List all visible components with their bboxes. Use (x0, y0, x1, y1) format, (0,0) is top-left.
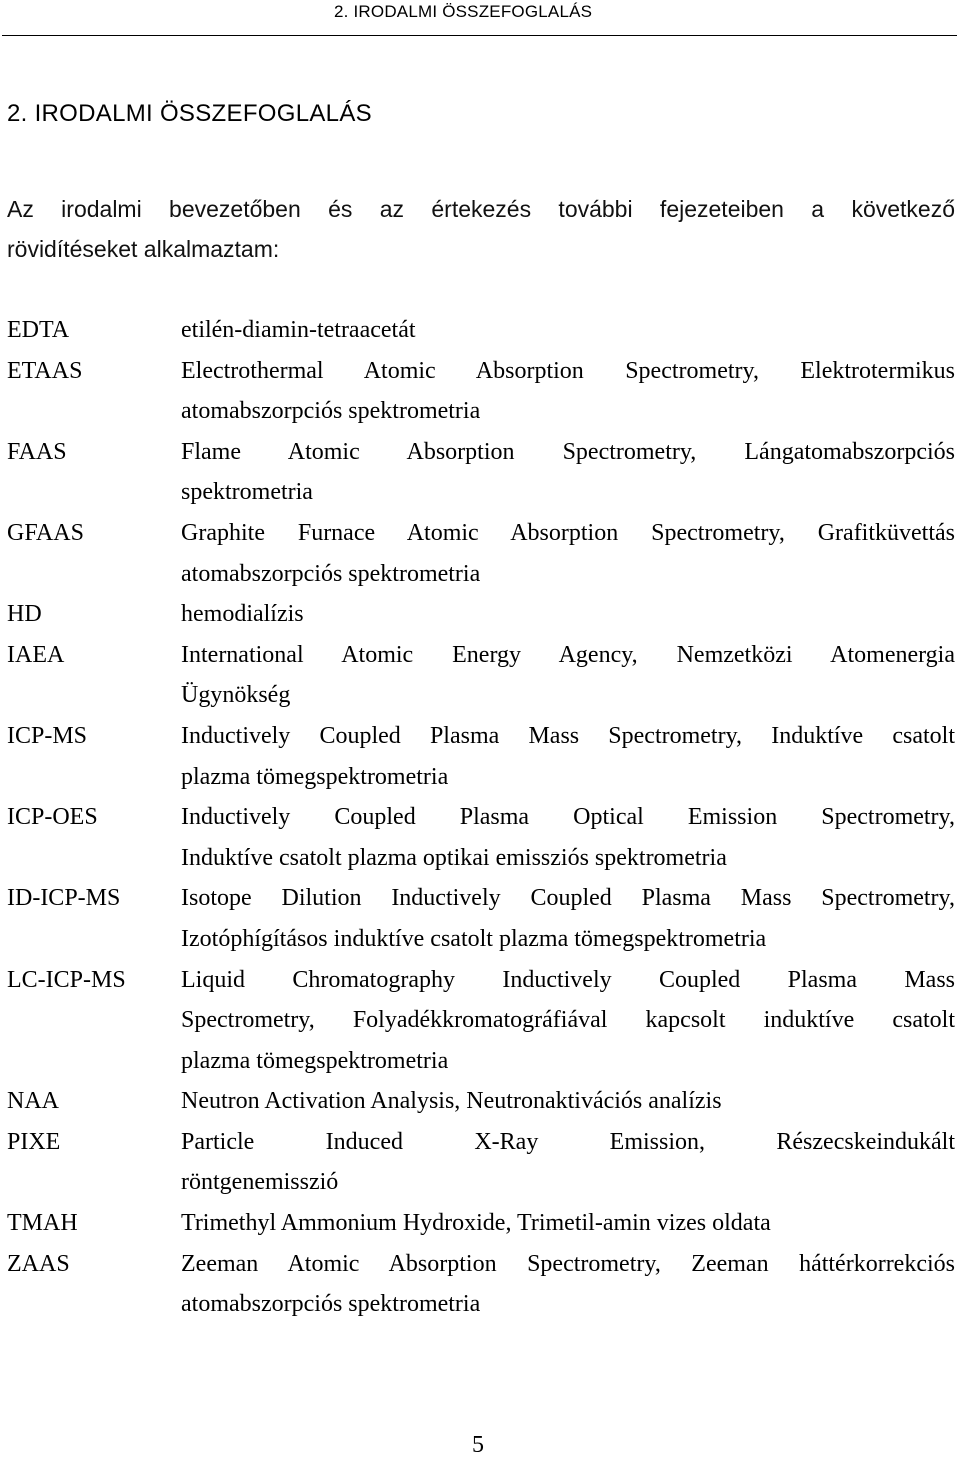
abbreviation-definition (181, 310, 955, 351)
definition-line: Graphite Furnace Atomic Absorption Spectrometry, Grafitküvettás (181, 519, 955, 546)
abbreviation-term: PIXE (7, 1128, 61, 1155)
intro-paragraph (7, 189, 955, 269)
abbreviation-term: ICP-MS (7, 722, 88, 749)
abbreviation-list (7, 310, 955, 1325)
abbreviation-term: ICP-OES (7, 804, 98, 831)
abbreviation-definition (181, 432, 955, 513)
abbreviation-definition (181, 351, 955, 432)
definition-line: Flame Atomic Absorption Spectrometry, Lángatomabszorpciós (181, 438, 955, 465)
abbreviation-definition (181, 797, 955, 878)
abbreviation-row (7, 878, 955, 959)
definition-line: Liquid Chromatography Inductively Coupled Plasma Mass (181, 966, 955, 993)
definition-line: Izotóphígításos induktíve csatolt plazma tömegspektrometria (181, 925, 767, 952)
abbreviation-definition (181, 878, 955, 959)
abbreviation-definition (181, 635, 955, 716)
abbreviation-definition (181, 1244, 955, 1325)
abbreviation-row (7, 594, 955, 635)
header-divider (2, 35, 957, 36)
abbreviation-term: HD (7, 601, 42, 628)
definition-line: International Atomic Energy Agency, Nemzetközi Atomenergia (181, 641, 955, 668)
abbreviation-term: ZAAS (7, 1250, 70, 1277)
abbreviation-row (7, 1081, 955, 1122)
abbreviation-row (7, 1203, 955, 1244)
intro-line: rövidítéseket alkalmaztam: (7, 236, 280, 262)
definition-line: Electrothermal Atomic Absorption Spectrometry, Elektrotermikus (181, 357, 955, 384)
abbreviation-row (7, 1122, 955, 1203)
abbreviation-term: EDTA (7, 317, 70, 343)
abbreviation-row (7, 635, 955, 716)
abbreviation-definition (181, 716, 955, 797)
definition-line: atomabszorpciós spektrometria (181, 1291, 481, 1318)
abbreviation-definition (181, 594, 955, 635)
abbreviation-term: FAAS (7, 438, 67, 465)
abbreviation-row (7, 1244, 955, 1325)
abbreviation-term: NAA (7, 1088, 59, 1115)
definition-line: röntgenemisszió (181, 1169, 339, 1196)
chapter-title: 2. IRODALMI ÖSSZEFOGLALÁS (7, 100, 372, 127)
definition-line: Particle Induced X-Ray Emission, Részecskeindukált (181, 1128, 955, 1155)
abbreviation-definition (181, 1081, 955, 1122)
definition-line: Inductively Coupled Plasma Mass Spectrometry, Induktíve csatolt (181, 722, 955, 749)
abbreviation-row (7, 351, 955, 432)
running-header: 2. IRODALMI ÖSSZEFOGLALÁS (334, 2, 593, 21)
abbreviation-term: IAEA (7, 641, 65, 668)
abbreviation-term: LC-ICP-MS (7, 966, 126, 993)
abbreviation-definition (181, 1122, 955, 1203)
abbreviation-term: TMAH (7, 1210, 78, 1237)
abbreviation-row (7, 797, 955, 878)
definition-line: atomabszorpciós spektrometria (181, 398, 481, 425)
abbreviation-term: ID-ICP-MS (7, 885, 121, 912)
definition-line: Induktíve csatolt plazma optikai emissziós spektrometria (181, 844, 727, 871)
definition-line: Trimethyl Ammonium Hydroxide, Trimetil-amin vizes oldata (181, 1210, 771, 1237)
page-number: 5 (472, 1432, 484, 1458)
definition-line: Neutron Activation Analysis, Neutronaktivációs analízis (181, 1088, 722, 1115)
definition-line: spektrometria (181, 479, 313, 506)
abbreviation-definition (181, 513, 955, 594)
abbreviation-row (7, 432, 955, 513)
definition-line: etilén-diamin-tetraacetát (181, 317, 416, 343)
definition-line: Isotope Dilution Inductively Coupled Plasma Mass Spectrometry, (181, 885, 955, 912)
definition-line: Inductively Coupled Plasma Optical Emission Spectrometry, (181, 804, 955, 831)
abbreviation-term: GFAAS (7, 519, 84, 546)
abbreviation-row (7, 716, 955, 797)
definition-line: plazma tömegspektrometria (181, 1047, 449, 1074)
definition-line: Zeeman Atomic Absorption Spectrometry, Zeeman háttérkorrekciós (181, 1250, 955, 1277)
abbreviation-row (7, 310, 955, 351)
abbreviation-row (7, 513, 955, 594)
abbreviation-definition (181, 1203, 955, 1244)
abbreviation-term: ETAAS (7, 357, 83, 384)
definition-line: atomabszorpciós spektrometria (181, 560, 481, 587)
abbreviation-definition (181, 960, 955, 1082)
definition-line: Ügynökség (181, 682, 291, 709)
definition-line: Spectrometry, Folyadékkromatográfiával kapcsolt induktíve csatolt (181, 1007, 955, 1034)
definition-line: hemodialízis (181, 601, 304, 628)
intro-line: Az irodalmi bevezetőben és az értekezés további fejezeteiben a következő (7, 196, 955, 222)
abbreviation-row (7, 960, 955, 1082)
definition-line: plazma tömegspektrometria (181, 763, 449, 790)
